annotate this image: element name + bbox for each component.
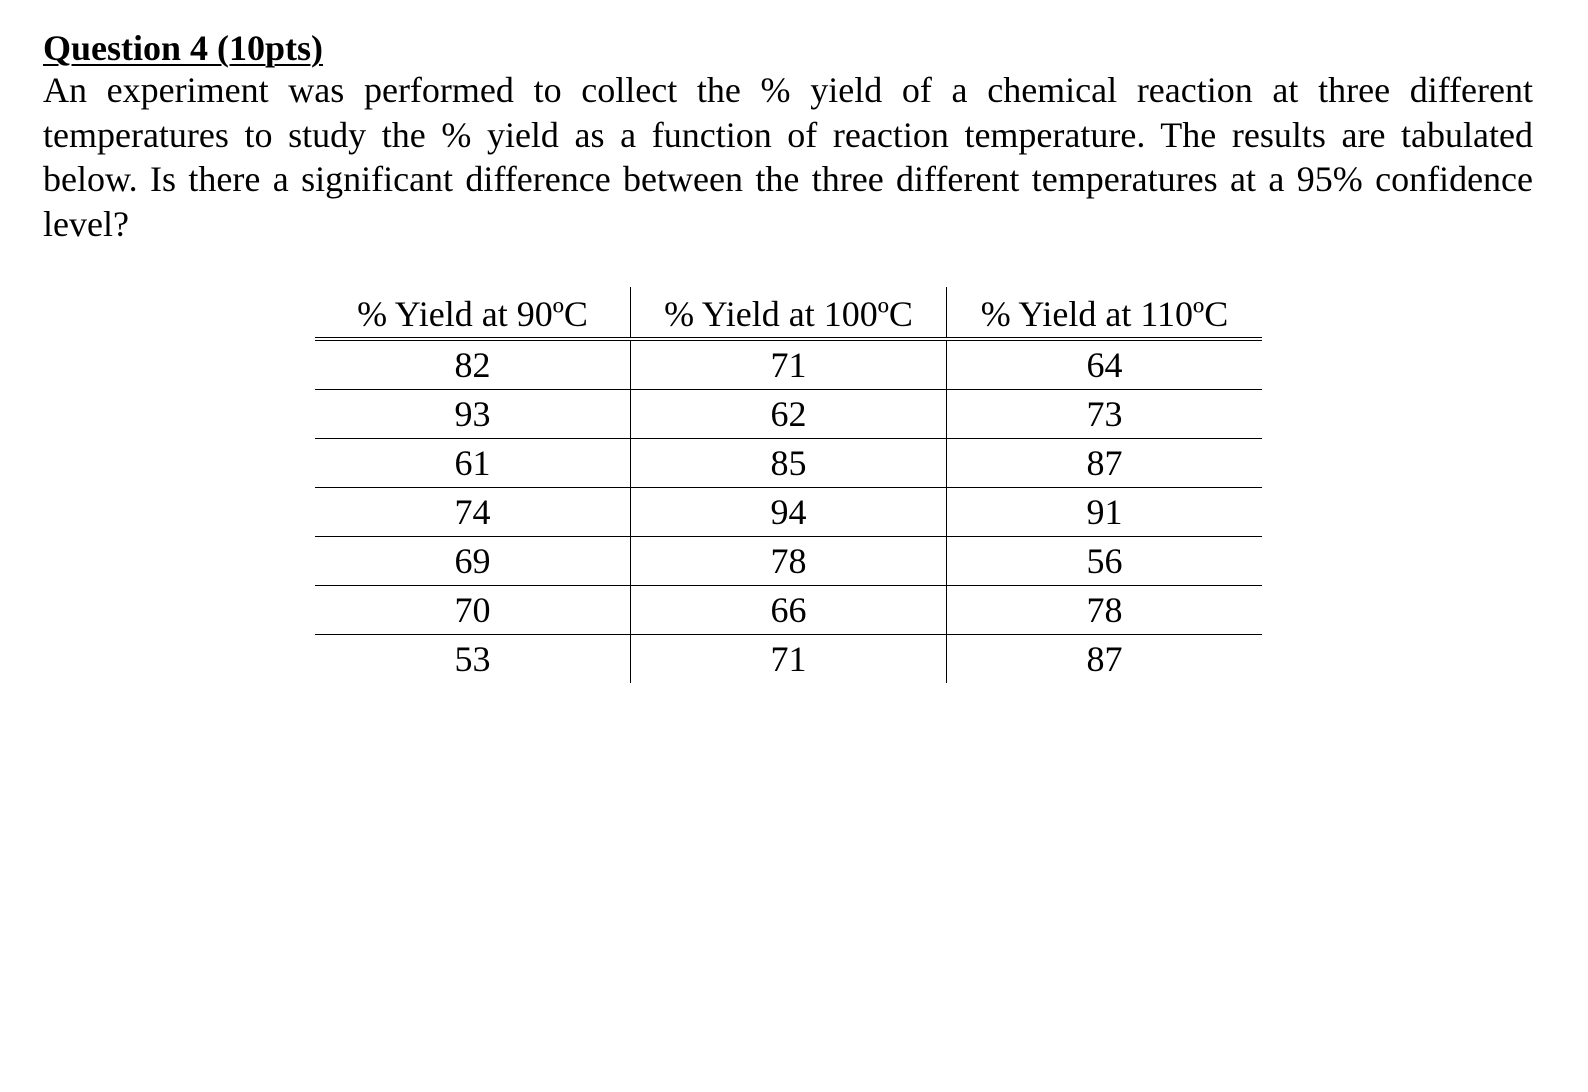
table-row [315, 537, 1262, 586]
table-cell: 69 [315, 537, 631, 586]
table-cell: 62 [631, 390, 947, 439]
header-yield-90c: % Yield at 90ºC [315, 287, 631, 339]
table-row [315, 488, 1262, 537]
table-row [315, 586, 1262, 635]
table-cell: 78 [631, 537, 947, 586]
table-cell: 78 [947, 586, 1263, 635]
table-cell: 82 [315, 339, 631, 390]
table-cell: 87 [947, 439, 1263, 488]
yield-table [315, 287, 1262, 683]
table-cell: 66 [631, 586, 947, 635]
table-cell: 71 [631, 339, 947, 390]
table-cell: 56 [947, 537, 1263, 586]
table-row [315, 390, 1262, 439]
table-cell: 70 [315, 586, 631, 635]
table-row [315, 635, 1262, 684]
table-cell: 61 [315, 439, 631, 488]
table-cell: 87 [947, 635, 1263, 684]
table-row [315, 339, 1262, 390]
table-cell: 94 [631, 488, 947, 537]
table-header-row [315, 287, 1262, 339]
table-cell: 74 [315, 488, 631, 537]
table-cell: 71 [631, 635, 947, 684]
question-block [43, 28, 1533, 246]
table-cell: 93 [315, 390, 631, 439]
table-cell: 53 [454, 639, 491, 679]
header-yield-110c: % Yield at 110ºC [947, 287, 1263, 339]
header-yield-100c: % Yield at 100ºC [631, 287, 947, 339]
table-cell: 73 [947, 390, 1263, 439]
table-row [315, 439, 1262, 488]
table-cell: 85 [631, 439, 947, 488]
table-cell: 91 [947, 488, 1263, 537]
question-text: An experiment was performed to collect the % yield of a chemical reaction at three different temperatures to study the % yield as a function of reaction temperature. The results are tabulated below. Is there a significant difference between the three different temperatures at a 95% confidence level? [43, 70, 1533, 244]
table-cell: 64 [947, 339, 1263, 390]
question-title: Question 4 (10pts) [43, 28, 324, 68]
